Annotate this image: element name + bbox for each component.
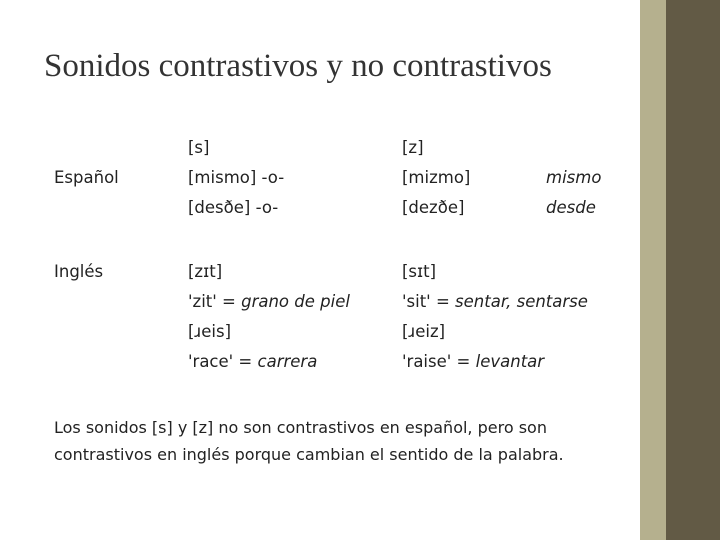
spanish-s-column — [188, 133, 284, 223]
english-s-gloss-2-word: 'race' = — [188, 352, 258, 371]
english-s-gloss-1-word: 'zit' = — [188, 292, 242, 311]
english-s-column — [188, 257, 350, 377]
english-s-gloss-1 — [188, 287, 350, 317]
english-s-gloss-1-meaning: grano de piel — [241, 292, 350, 311]
spanish-z-column — [402, 133, 470, 223]
english-z-gloss-2 — [402, 347, 588, 377]
row-label-english: Inglés — [54, 262, 104, 281]
english-z-ipa-2: [ɹeiz] — [402, 322, 446, 341]
spanish-word-2: desde — [546, 198, 596, 217]
english-s-ipa-2: [ɹeis] — [188, 322, 232, 341]
spanish-z-example-1: [mizmo] — [402, 168, 471, 187]
english-s-ipa-1: [zɪt] — [188, 262, 223, 281]
decorative-bar-dark — [666, 0, 720, 540]
english-z-gloss-2-word: 'raise' = — [402, 352, 476, 371]
english-s-gloss-2-meaning: carrera — [257, 352, 318, 371]
explanation-note: Los sonidos [s] y [z] no son contrastivos en español, pero son contrastivos en inglés porque cambian el sentido de la palabra. — [54, 418, 564, 464]
spanish-word-1: mismo — [546, 168, 602, 187]
decorative-bar-light — [640, 0, 666, 540]
english-s-gloss-2 — [188, 347, 350, 377]
english-z-gloss-2-meaning: levantar — [475, 352, 545, 371]
spanish-z-header: [z] — [402, 138, 424, 157]
spanish-s-example-1: [mismo] -o- — [188, 168, 285, 187]
slide-title: Sonidos contrastivos y no contrastivos — [44, 48, 552, 84]
english-z-gloss-1 — [402, 287, 588, 317]
english-z-ipa-1: [sɪt] — [402, 262, 437, 281]
english-z-gloss-1-word: 'sit' = — [402, 292, 456, 311]
spanish-z-example-2: [dezðe] — [402, 198, 465, 217]
spanish-s-example-2: [desðe] -o- — [188, 198, 279, 217]
english-z-column — [402, 257, 588, 377]
spanish-words-column — [546, 163, 601, 223]
english-z-gloss-1-meaning: sentar, sentarse — [455, 292, 588, 311]
row-label-spanish: Español — [54, 168, 119, 187]
spanish-s-header: [s] — [188, 138, 210, 157]
